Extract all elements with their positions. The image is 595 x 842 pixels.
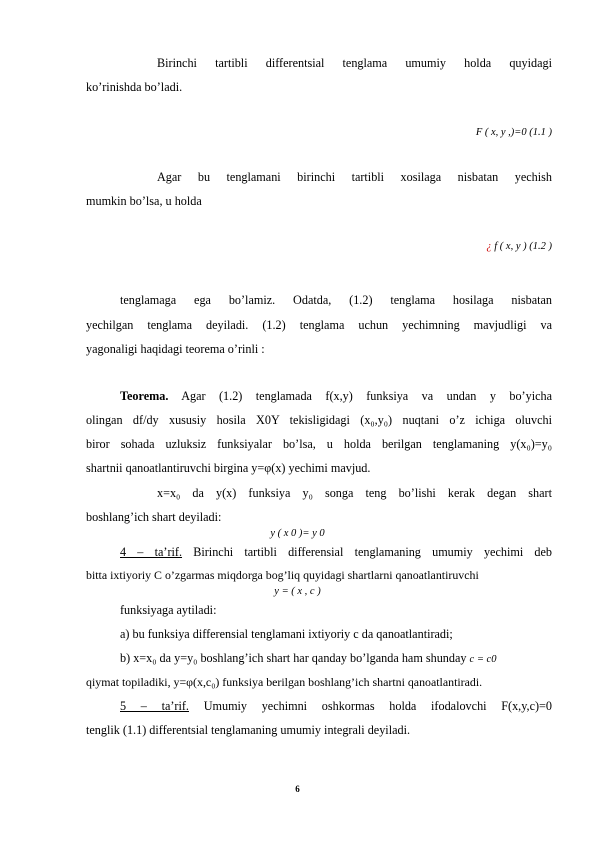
definition-4-line-2: bitta ixtiyoriy C o’zgarmas miqdorga bog’liq quyidagi shartlarni qanoatlantiruvchi <box>86 568 479 582</box>
paragraph-intro-line-1: Birinchi tartibli differentsial tenglama umumiy holda quyidagi <box>157 56 552 70</box>
equation-1-2-mark: ¿ <box>486 241 492 252</box>
definition-4-line-1-text: Birinchi tartibli differensial tenglamaning umumiy yechimi deb <box>193 545 553 559</box>
definition-5-line-1-text: Umumiy yechimni oshkormas holda ifodalovchi F(x,y,c)=0 <box>203 699 553 713</box>
condition-b-equation: c = c0 <box>469 654 497 665</box>
paragraph-solve-line-2: mumkin bo’lsa, u holda <box>86 194 202 208</box>
condition-a: a) bu funksiya differensial tenglamani ixtiyoriy c da qanoatlantiradi; <box>120 627 453 641</box>
paragraph-solved-line-1: tenglamaga ega bo’lamiz. Odatda, (1.2) tenglama hosilaga nisbatan <box>120 293 552 307</box>
definition-5-line-2: tenglik (1.1) differentsial tenglamaning umumiy integrali deyiladi. <box>86 723 411 737</box>
definition-4-line-1 <box>120 545 552 560</box>
page-number: 6 <box>295 784 300 794</box>
theorem-line-1 <box>120 389 552 404</box>
definition-4-label: 4 – ta’rif. <box>120 545 183 559</box>
conditions-intro: funksiyaga aytiladi: <box>120 603 217 617</box>
paragraph-solved-line-3: yagonaligi haqidagi teorema o’rinli : <box>86 342 265 356</box>
equation-general-solution: y = ( x , c ) <box>274 586 321 597</box>
theorem-line-4: shartnii qanoatlantiruvchi birgina y=φ(x) yechimi mavjud. <box>86 461 371 475</box>
equation-initial-condition: y ( x 0 )= y 0 <box>270 528 325 539</box>
equation-1-2-body: f ( x, y ) (1.2 ) <box>494 241 552 252</box>
paragraph-intro-line-2: ko’rinishda bo’ladi. <box>86 80 183 94</box>
initial-condition-line-2: boshlang’ich shart deyiladi: <box>86 510 222 524</box>
definition-5-label: 5 – ta’rif. <box>120 699 189 713</box>
theorem-line-2: olingan df/dy xususiy hosila X0Y tekisligidagi (x₀,y₀) nuqtani o’z ichiga oluvchi <box>86 413 552 427</box>
theorem-line-1-text: Agar (1.2) tenglamada f(x,y) funksiya va undan y bo’yicha <box>181 389 553 403</box>
definition-5-line-1 <box>120 699 552 714</box>
theorem-line-3: biror sohada uzluksiz funksiyalar bo’lsa, u holda berilgan tenglamaning y(x₀)=y₀ <box>86 437 552 451</box>
equation-1-2 <box>486 240 552 254</box>
paragraph-solve-line-1: Agar bu tenglamani birinchi tartibli xosilaga nisbatan yechish <box>157 170 552 184</box>
condition-b-line-1 <box>120 651 556 667</box>
theorem-label: Teorema. <box>120 389 169 403</box>
initial-condition-line-1: x=x₀ da y(x) funksiya y₀ songa teng bo’lishi kerak degan shart <box>157 486 552 500</box>
condition-b-line-2: qiymat topiladiki, y=φ(x,c₀) funksiya berilgan boshlang’ich shartni qanoatlantiradi. <box>86 675 483 689</box>
equation-1-1: F ( x, y ,)=0 (1.1 ) <box>475 127 552 138</box>
condition-b-text: b) x=x₀ da y=y₀ boshlang’ich shart har qanday bo’lganda ham shunday <box>120 651 467 665</box>
paragraph-solved-line-2: yechilgan tenglama deyiladi. (1.2) tenglama uchun yechimning mavjudligi va <box>86 318 552 332</box>
